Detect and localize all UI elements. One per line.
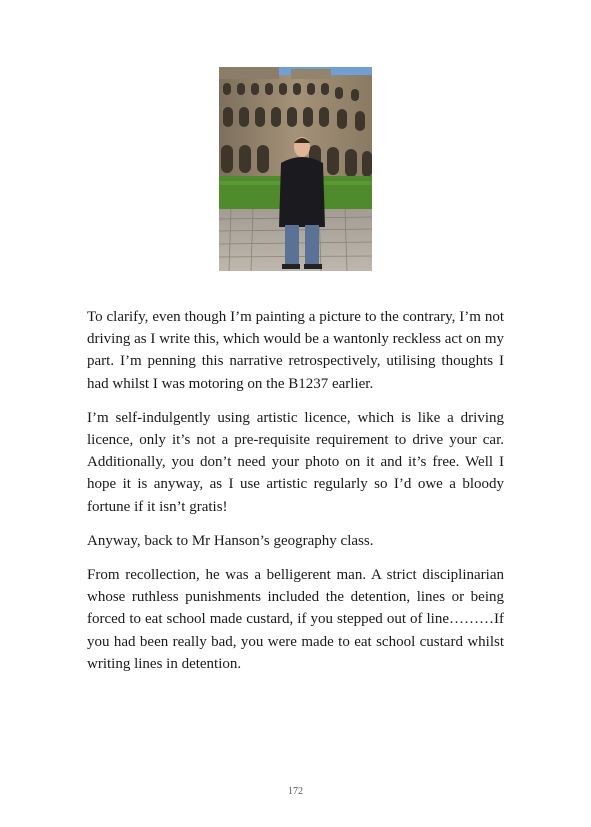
- body-text: [87, 306, 504, 687]
- paragraph-4: From recollection, he was a belligerent man. A strict disciplinarian whose ruthless punishments included the detention, lines or being forced to eat school made custard, if you stepped out of line………If you had been really bad, you were made to eat school custard whilst writing lines in detention.: [87, 567, 504, 672]
- page-number: 172: [288, 786, 303, 797]
- paragraph-3: Anyway, back to Mr Hanson’s geography class.: [87, 532, 374, 549]
- colosseum-photo: [219, 67, 372, 271]
- paragraph-2: I’m self-indulgently using artistic licence, which is like a driving licence, only it’s not a pre-requisite requirement to drive your car. Additionally, you don’t need your photo on it and it’s free. Well I hope it is anyway, as I use artistic regularly so I’d owe a bloody fortune if it isn’t gratis!: [87, 409, 504, 515]
- paragraph-1: To clarify, even though I’m painting a picture to the contrary, I’m not driving as I write this, which would be a wantonly reckless act on my part. I’m penning this narrative retrospectively, utilising thoughts I had whilst I was motoring on the B1237 earlier.: [87, 309, 504, 392]
